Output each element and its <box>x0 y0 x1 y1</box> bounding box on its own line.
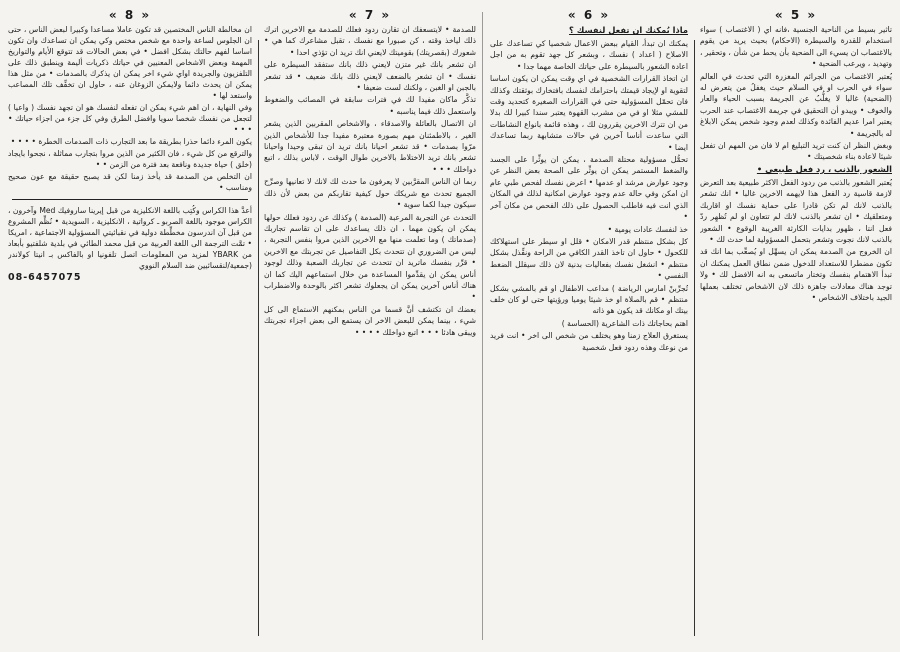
paragraph: وفي النهاية ، ان اهم شيء يمكن ان تفعله لنفسك هو ان تجهد نفسك ( واعيا ) لتجعل من نفسك شخصا سويا وافضل الطرق وفي كل جزء من اجزاء حياتك • • • • <box>8 103 252 134</box>
page-number: « 7 » <box>348 8 392 22</box>
paragraph: تذكَّر ماكان مفيدا لك في فترات سابقة في المصائب والضغوط واستعمل ذلك فيما يناسبه • <box>264 95 476 116</box>
paragraph: وبغض النظر ان كنت تريد التبليغ ام لا فان من المهم ان تفعل شيئا لاعادة بناء شخصيتك • <box>700 141 892 162</box>
paragraph: تُجرِّبنْ امارس الرياضة ) مداعب الاطفال او قم بالمشي بشكل منتظم • قم بالصلاة او خذ شيئا يوميا ورؤيتها حتى لو كان خلف بيتك او مكانك قد يكون هو ذاته <box>490 283 688 316</box>
paragraph: ان الاتصال بالعائلة والاصدقاء ، والاشخاص المقربين الذين يشعر الغير ، بالاطمئنان مهم بصورة معتبرة مفيدا جدا للأشخاص الذين مرّوا بصدمات • قد تشعر احيانا بانك تريد ان تبقى وحيدا واحيانا تشعر بانك تريد الاختلاط بالاخرين طوال الوقت ، لاباس بذلك ، اتبع دواخلك • • • <box>264 119 476 174</box>
page-8-column <box>8 6 252 644</box>
paragraph: ان مخالطة الناس المختصين قد تكون عاملا مساعدا وكبيرا لبعض الناس ، حتى ان الجلوس لساعة واحدة مع شخص مختص وكي يمكن ان تساعدك وان تكون اساسا لفهم حالتك بشكل افضل • في بعض الحالات قد تتوقع الأيام والتواريخ المهمة وبعض الاشخاص المعنيين في حياتك ذكريات أليمة وينطبق ذلك على التلفزيون والجريدة اواي شيء اخر يمكن ان يذكرك بالصدمات • من مثل هذا يمكن ان يحدث دائما ولايمكن الزوغان عنه ، حاول ان تخفِّف تلك المصاعب واستعد لها • <box>8 25 252 100</box>
paragraph: بعضك ان تكتشف أنَّ قسما من الناس بمكنهم الاستماع الى كل شيء ، بينما يمكن للبعض الاخر ان يستمع الى بعض اجزاء تجربتك ويبقى هادئا • • • اتبع دواخلك • • • • <box>264 304 476 337</box>
credits-footer: أعدَّ هذا الكراس وكُتِب باللغة الانكليزية من قبل إيرينا ساروفيك Med وآخرون ، الكراس موجود باللغة الصربو ـ كرواتية ، الانكليزية ، السويدية • نُظِّم المشروع من قبل آن اندرسون مخطِّطة دولية في نقبائيتي المسؤولية الاجتماعية ، امريكا • تمَّت الترجمة الى اللغة العربية من قبل محمد الطائي في بلدية شلفتيو بأبعاد من YBARK لمزيد من المعلومات اتصل تلفونيا او بالفاكس بـ انيتا كولاندر (جمعية/لنقسائيين ضد السلام النووي <box>8 206 252 270</box>
page-number: « 8 » <box>108 8 152 22</box>
paragraph: ان تشعر بانك غير متزن لايعني ذلك بانك ستفقد السيطرة على نفسك • ان تشعر بالضعف لايعني ذلك بانك ضعيف • قد تشعر بالجبن او الغبن ، ولكنك لست ضعيفا • <box>264 60 476 93</box>
paragraph: تحمُّل مسؤولية محتلة الصدمة ، يمكن ان يوثِّرا على الجسد والضغط المستمر يمكن ان يوثِّر على الصحة بعض النظر عن وجود عوارض مرشد او عدمها • اعرض نفسك لفحص طبي عام ان امكن وفي حالة عدم وجود عوارض امكانية لذلك في المكان الذي انت فيه فاطلب الحصول على ذلك الفحص من مكان آخر • <box>490 155 688 222</box>
page-number: « 5 » <box>774 8 818 22</box>
binding-line-left <box>258 40 259 636</box>
section-title: الشعور بالذنب ، رد فعل طبيعي • <box>756 163 892 174</box>
paragraph: التحدث عن التجربة المرعبة (الصدمة ) وكذلك عن ردود فعلك حولها يمكن ان يكون مهما ، ان ذلك يساعدك على ان تقاسم تجاربك (صدماتك ) وما تعلمت منها مع الاخرين الذين مروا بنفس التجربة ، ليس من الضروري ان تتحدث بكل التفاصيل عن تجربتك مع الاخرين • قرِّر بنفسك ماتريد ان تتحدث عن تجاربك الصعبة وذلك لوجود أناس يمكن ان يقدِّموا المساعدة من خلال استماعهم اليك كما ان هناك أناس آخرين يمكن ان يجعلوك تشعر اكثر بالوحدة والاضطراب • <box>264 212 476 302</box>
paragraph: يستغرق العلاج زمنا وهو يختلف من شخص الى اخر • انت فريد من نوعك وهذه ردود فعل شخصية <box>490 331 688 352</box>
page-5-column <box>700 6 892 644</box>
paragraph: اهتم بحاجاتك ذات الشاعرية (الحساسة ) <box>561 318 688 328</box>
divider <box>12 199 248 200</box>
paragraph: كل بشكل منتظم قدر الامكان • قلل او سيطر على استهلاكك للكحول • حاول ان تاخذ القدر الكافي من الراحة ونفِّذل بشكل منتظم • انشغل نفسك بفعاليات بدنية لان ذلك سيقلل الضغط النفسي • <box>490 236 688 281</box>
paragraph: ان التخلص من الصدمة قد يأخذ زمنا لكن قد يصبح حقيقة مع عون صحيح ومناسب • <box>8 172 252 192</box>
page-6-column <box>490 6 688 644</box>
column-divider <box>482 12 483 640</box>
paragraph: ان اتخاذ القرارات الشخصية في اي وقت يمكن ان يكون اساسا لتقوية او لإيجاد قيمتك باحترامك لنفسك بافتخارك بوثقتك وكذلك فان تحمّل المسؤولية حتى في القرارات الصغيرة كتحديد وقت للمشي مثلا او في من مشرب القهوة يعتبر سندا كبيرا لك بدلا من ان تترك الاخرين يقررون لك ، وهذه قائمة بانواع النشاطات التي ساعدت أناسا آخرين في حالات متشابهة ربما تساعدك ايضا • <box>490 74 688 152</box>
phone-number: 08-6457075 <box>8 272 82 283</box>
paragraph: يمكنك ان تبدأ، القيام ببعض الاعمال شخصيا كي تساعدك على الاصلاح ( اعداد ) نفسك ، وبشعر كل جهد تقوم به من اجل اعادة الشعور بالسيطرة على حياتك الخاصة مهما جدا • <box>490 39 688 71</box>
paragraph: ان الخروج من الصدمة يمكن ان يسهِّل او يُصعِّب بما انك قد تكون مضطرا للاستعداد للدخول ضمن نطاق العمل يمكنك ان تبدأ الاهتمام بنفسك وتختار ماتسعى به انه الافضل لك • ولا توجد هناك معادلات جاهزة ذلك لان الاشخاص تختلف بعملها الجيد باختلاف الاشخاص • <box>700 247 892 302</box>
page-number: « 6 » <box>567 8 611 22</box>
paragraph: يُعتبر الشعور بالذنب من ردود الفعل الاكثر طبيعية بعد التعرض لازمة قاسية رد الفعل هذا لايهمه الاخرين غالبا • انك تشعر بالذنب لانك لم تكن قادرا على حماية نفسك او اقاربك ومتعلقيك • ان تشعر بالذنب لانك لم تتعاون او لم تُظهِر ردّ فعل انتا ، ظهور بدايات الكارثة الغريبة الوقوع • الشعور بالذنب لانك نجوت وتشعر بتحمل المسؤولية لما حدث لك • <box>700 177 892 244</box>
paragraph: للصدمة • لايتسعفك ان تقارن ردود فعلك للصدمة مع الاخرين اترك ذلك لياخذ وقته ، كن صبورا مع نفسك ، تقبل مشاعرك كما هي • شعورك (بقصريتك) بقوميتك لايعني انك تريد ان تؤذي احدا • <box>264 25 476 57</box>
section-title: ماذا يُمكنك ان تفعل لنفسك ؟ <box>569 25 688 35</box>
paragraph: ربما ان الناس المقرَّبين لا يعرفون ما حدث لك لانك لا تعانيها وصرِّح الجميع تحدث مع شريكك حول كيفية تقاربكم من بعض لأن ذلك سيكون جيدا لكما سوية • <box>264 177 476 210</box>
paragraph: يُعتبر الاغتصاب من الجرائم المغزرة التي تحدث في العالم سواء في الحرب او في السلام حيث يغفلُ من يتعرض له (الضحية) غالبا لا يغلُّبُ عن الجريمة بسبب الحياء والعار والخوف • ويبدو أن التحقيق في جريمة الاغتصاب عند الحرب يعتبر امرا عديم الفائدة وكذلك لعدم وجود شخص يمكن الابلاغ له بالجريمة • <box>700 71 892 138</box>
paragraph: تاثير بسيط من الناحية الجنسية ،فانه اي ( الاغتصاب ) سواء استخدام للقدرة والسيطرة (الاحكام) بحيث يريد من يقوم بالاغتصاب ان يسيء الى الضحية بأن يحط من شأن ، وتحقير ، وتهديد ، ويرعب الضحية • <box>700 25 892 69</box>
binding-line-right <box>694 40 695 636</box>
paragraph: والترقع من كل شيء ، فان الكثير من الذين مروا بتجارب مماثلة ، نجحوا بايجاد (خلق ) حياة جديدة ونافعة بعد فترة من الزمن • • <box>8 149 252 169</box>
paragraph: خذ لنفسك عادات يومية • <box>607 224 688 234</box>
paragraph: يكون المرء دائما حذرا بطريقة ما بعد التجارب ذات الصدمات الخطرة • • • • <box>10 137 252 146</box>
page-7-column <box>264 6 476 644</box>
